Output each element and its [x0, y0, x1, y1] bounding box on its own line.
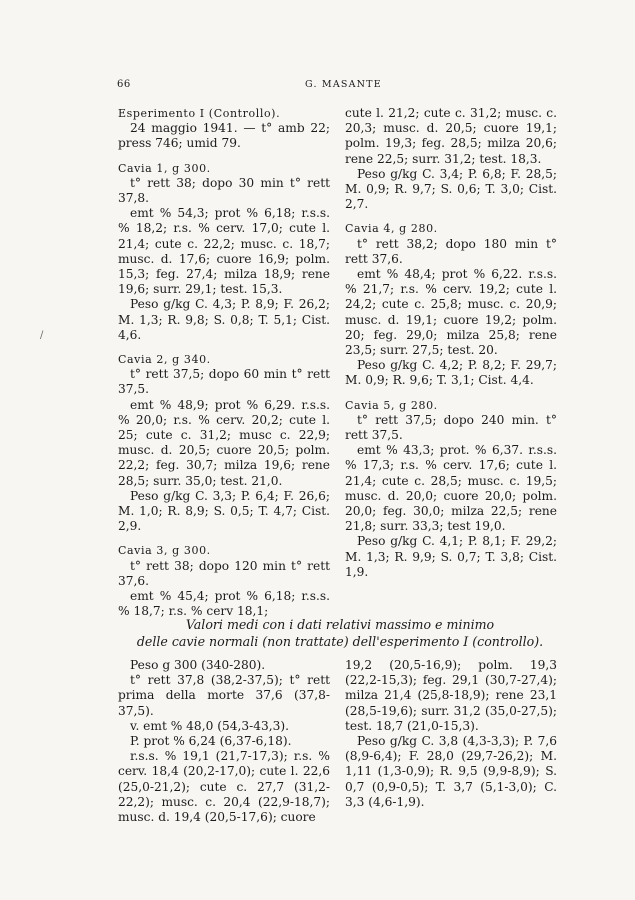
paragraph: emt % 43,3; prot. % 6,37. r.s.s. % 17,3; r.s. % cerv. 17,6; cute l. 21,4; cute c. 28,5; musc. c. 19,5; musc. d. 20,0; cuore 20,0; polm. 20,0; feg. 30,0; milza 22,5; rene 21,8; surr. 33,3; test 19,0.	[345, 443, 557, 534]
section-heading: Esperimento I (Controllo).	[118, 107, 281, 120]
margin-mark: /	[40, 330, 44, 341]
summary-title-line-2: delle cavie normali (non trattate) dell'esperimento I (controllo).	[136, 634, 544, 649]
section-heading: Cavia 5, g 280.	[345, 398, 438, 412]
paragraph: v. emt % 48,0 (54,3-43,3).	[130, 718, 289, 733]
column-a	[118, 106, 330, 620]
paragraph: t° rett 38,2; dopo 180 min t° rett 37,6.	[345, 236, 557, 266]
paragraph: emt % 45,4; prot % 6,18; r.s.s. % 18,7; r.s. % cerv 18,1;	[118, 589, 330, 619]
paragraph: cute l. 21,2; cute c. 31,2; musc. c. 20,3; musc. d. 20,5; cuore 19,1; polm. 19,3; feg. 28,5; milza 20,6; rene 22,5; surr. 31,2; test. 18,3.	[345, 106, 557, 166]
column-c	[118, 658, 330, 825]
paragraph: Peso g/kg C. 4,3; P. 8,9; F. 26,2; M. 1,3; R. 9,8; S. 0,8; T. 5,1; Cist. 4,6.	[118, 297, 330, 342]
summary-title-line-1: Valori medi con i dati relativi massimo e minimo	[185, 617, 495, 632]
paragraph: Peso g 300 (340-280).	[130, 658, 266, 672]
paragraph: Peso g/kg C. 4,1; P. 8,1; F. 29,2; M. 1,3; R. 9,9; S. 0,7; T. 3,8; Cist. 1,9.	[345, 534, 557, 579]
paragraph: P. prot % 6,24 (6,37-6,18).	[130, 734, 292, 749]
column-b	[345, 106, 557, 580]
paragraph: emt % 54,3; prot % 6,18; r.s.s. % 18,2; r.s. % cerv. 17,0; cute l. 21,4; cute c. 22,2; musc. c. 18,7; musc. d. 17,6; cuore 16,9; polm. 15,3; feg. 27,4; milza 18,9; rene 19,6; surr. 29,1; test. 15,3.	[118, 206, 330, 297]
paragraph: Peso g/kg C. 3,3; P. 6,4; F. 26,6; M. 1,0; R. 8,9; S. 0,5; T. 4,7; Cist. 2,9.	[118, 488, 330, 534]
paragraph: 19,2 (20,5-16,9); polm. 19,3 (22,2-15,3); feg. 29,1 (30,7-27,4); milza 21,4 (25,8-18,9); rene 23,1 (28,5-19,6); surr. 31,2 (35,0-27,5); test. 18,7 (21,0-15,3).	[345, 658, 557, 733]
paragraph: t° rett 38; dopo 120 min t° rett 37,6.	[118, 558, 330, 588]
paragraph: t° rett 37,8 (38,2-37,5); t° rett prima della morte 37,6 (37,8-37,5).	[118, 673, 330, 718]
section-heading: Cavia 4, g 280.	[345, 222, 438, 236]
section-heading: Cavia 3, g 300.	[118, 544, 211, 558]
page-number: 66	[117, 79, 131, 90]
section-heading: Cavia 2, g 340.	[118, 353, 211, 367]
paragraph: 24 maggio 1941. — t° amb 22; press 746; umid 79.	[118, 121, 330, 151]
column-d	[345, 658, 557, 810]
paragraph: Peso g/kg C. 3,4; P. 6,8; F. 28,5; M. 0,9; R. 9,7; S. 0,6; T. 3,0; Cist. 2,7.	[345, 166, 557, 212]
paragraph: t° rett 38; dopo 30 min t° rett 37,8.	[118, 175, 330, 206]
paragraph: emt % 48,9; prot % 6,29. r.s.s. % 20,0; r.s. % cerv. 20,2; cute l. 25; cute c. 31,2; musc c. 22,9; musc. d. 20,5; cuore 20,5; polm. 22,2; feg. 30,7; milza 19,6; rene 28,5; surr. 35,0; test. 21,0.	[118, 397, 330, 488]
section-heading: Cavia 1, g 300.	[118, 161, 211, 175]
paragraph: r.s.s. % 19,1 (21,7-17,3); r.s. % cerv. 18,4 (20,2-17,0); cute l. 22,6 (25,0-21,2); cute c. 27,7 (31,2-22,2); musc. c. 20,4 (22,9-18,7); musc. d. 19,4 (20,5-17,6); cuore	[118, 749, 330, 825]
paragraph: Peso g/kg C. 3,8 (4,3-3,3); P. 7,6 (8,9-6,4); F. 28,0 (29,7-26,2); M. 1,11 (1,3-0,9); R. 9,5 (9,9-8,9); S. 0,7 (0,9-0,5); T. 3,7 (5,1-3,0); C. 3,3 (4,6-1,9).	[345, 734, 557, 809]
paragraph: t° rett 37,5; dopo 240 min. t° rett 37,5.	[345, 412, 557, 443]
paragraph: emt % 48,4; prot % 6,22. r.s.s. % 21,7; r.s. % cerv. 19,2; cute l. 24,2; cute c. 25,8; musc. c. 20,9; musc. d. 19,1; cuore 19,2; polm. 20; feg. 29,0; milza 25,8; rene 23,5; surr. 27,5; test. 20.	[345, 267, 557, 358]
paragraph: Peso g/kg C. 4,2; P. 8,2; F. 29,7; M. 0,9; R. 9,6; T. 3,1; Cist. 4,4.	[345, 358, 557, 388]
paragraph: t° rett 37,5; dopo 60 min t° rett 37,5.	[118, 367, 330, 397]
running-head-author: G. MASANTE	[305, 79, 382, 90]
